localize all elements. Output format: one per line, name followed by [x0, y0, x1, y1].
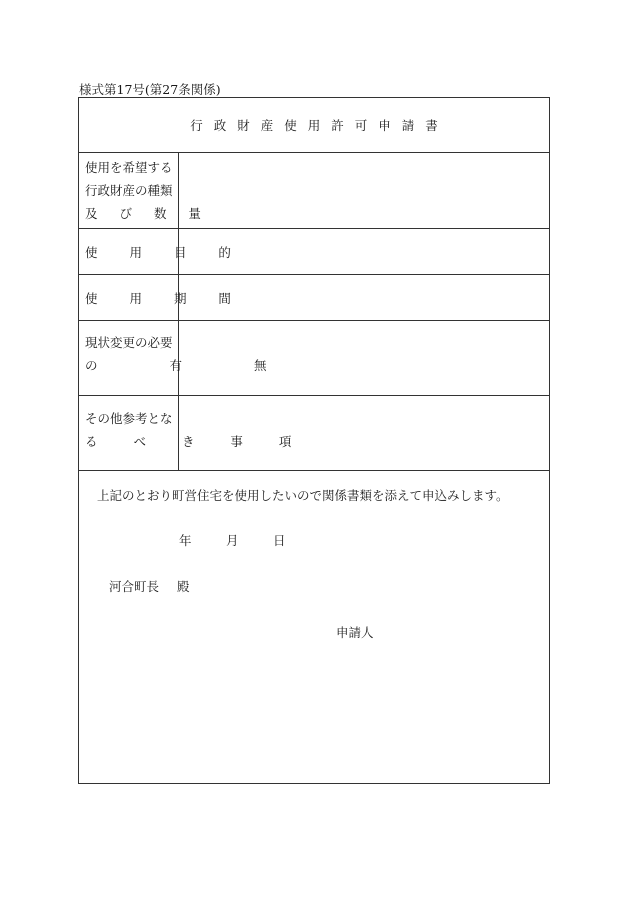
- label-line: 行政財産の種類: [85, 183, 173, 198]
- label-line: 使用を希望する: [85, 160, 173, 175]
- label-line: その他参考とな: [85, 411, 173, 426]
- row-label: [79, 229, 245, 274]
- row-label: [79, 275, 245, 320]
- addressee-honorific: 殿: [177, 579, 190, 594]
- label-line: 使 用 期 間: [85, 291, 245, 306]
- applicant-label: 申請人: [336, 625, 374, 640]
- label-line: 及 び 数 量: [85, 206, 210, 221]
- purpose-field[interactable]: [179, 229, 549, 274]
- row-alteration: [79, 321, 549, 396]
- form-number: 様式第17号(第27条関係): [79, 82, 221, 97]
- row-period: [79, 275, 549, 321]
- label-line: る べ き 事 項: [85, 434, 308, 449]
- other-notes-field[interactable]: [179, 396, 549, 470]
- addressee-name: 河合町長: [109, 579, 160, 594]
- date-year: 年: [179, 533, 192, 548]
- label-line: 使 用 目 的: [85, 245, 245, 260]
- row-other-notes: [79, 396, 549, 471]
- label-line: 現状変更の必要: [85, 335, 173, 350]
- alteration-field[interactable]: [179, 321, 549, 395]
- addressee: [109, 577, 190, 595]
- title-row: [79, 98, 549, 153]
- declaration-text: 上記のとおり町営住宅を使用したいので関係書類を添えて申込みします。: [97, 488, 509, 503]
- row-label: [79, 321, 301, 395]
- label-line: の 有 無: [85, 358, 301, 373]
- period-field[interactable]: [179, 275, 549, 320]
- application-form: [78, 97, 550, 784]
- date-day: 日: [273, 533, 286, 548]
- form-title: 行政財産使用許可申請書: [190, 118, 449, 133]
- row-label: [79, 396, 308, 470]
- date-month: 月: [226, 533, 239, 548]
- row-label: [79, 153, 210, 228]
- row-purpose: [79, 229, 549, 275]
- property-type-quantity-field[interactable]: [179, 153, 549, 228]
- row-property-type-quantity: [79, 153, 549, 229]
